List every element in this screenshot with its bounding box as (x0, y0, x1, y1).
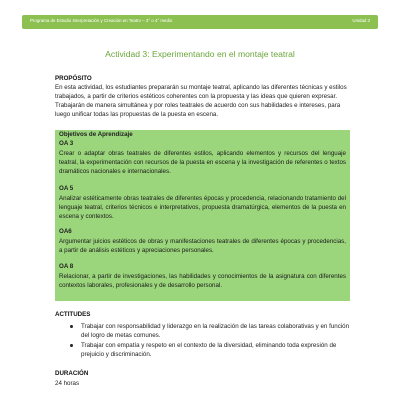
bullet-icon (70, 325, 73, 328)
objective-code: OA 3 (59, 140, 74, 147)
objective-text: Crear o adaptar obras teatrales de diferentes estilos, aplicando elementos y recursos del lenguaje teatral, la experimentación con recursos de la puesta en escena y la investigación de referentes o textos dramáticos nacionales e internacionales. (59, 150, 346, 175)
objectives-title: Objetivos de Aprendizaje (59, 131, 133, 138)
program-title: Programa de Estudio Interpretación y Creación en Teatro – 3° o 4° medio (30, 18, 173, 23)
attitudes-heading: ACTITUDES (55, 311, 91, 318)
attitude-text: Trabajar con empatía y respeto en el contexto de la diversidad, eliminando toda expresión de prejuicio y discriminación. (81, 342, 337, 358)
objective-text: Argumentar juicios estéticos de obras y manifestaciones teatrales de diferentes épocas y procedencias, a partir de análisis estéticos y apreciaciones personales. (59, 238, 346, 254)
objective-code: OA 8 (59, 263, 74, 270)
activity-title: Actividad 3: Experimentando en el montaje teatral (105, 49, 295, 59)
header-bar (22, 15, 378, 29)
objective-code: OA6 (59, 228, 72, 235)
duration-value: 24 horas (55, 380, 80, 387)
objective-text: Analizar estéticamente obras teatrales de diferentes épocas y procedencia, relacionando tratamiento del lenguaje teatral, criterios técnicos e interpretativos, propuesta dramatúrgica, elementos de la puesta en escena y contextos. (59, 195, 346, 220)
objectives-box (55, 130, 350, 301)
purpose-heading: PROPÓSITO (55, 75, 92, 82)
bullet-icon (70, 344, 73, 347)
list-item (55, 341, 350, 359)
unit-label: Unidad 3 (352, 18, 370, 23)
objective-code: OA 5 (59, 185, 74, 192)
attitudes-list (55, 322, 350, 360)
list-item (55, 322, 350, 340)
purpose-text: En esta actividad, los estudiantes prepararán su montaje teatral, aplicando las diferentes técnicas y estilos trabajados, a partir de criterios estéticos coherentes con la propuesta y las ideas que quieren expresar. Trabajarán de manera simultánea y por roles teatrales de acuerdo con sus habilidades e intereses, para luego unificar todas las propuestas de la puesta en escena. (55, 84, 347, 118)
attitude-text: Trabajar con responsabilidad y liderazgo en la realización de las tareas colaborativas y en función del logro de metas comunes. (81, 323, 350, 339)
duration-heading: DURACIÓN (55, 370, 89, 377)
objective-text: Relacionar, a partir de investigaciones, las habilidades y conocimientos de la asignatura con diferentes contextos laborales, profesionales y de desarrollo personal. (59, 273, 346, 289)
